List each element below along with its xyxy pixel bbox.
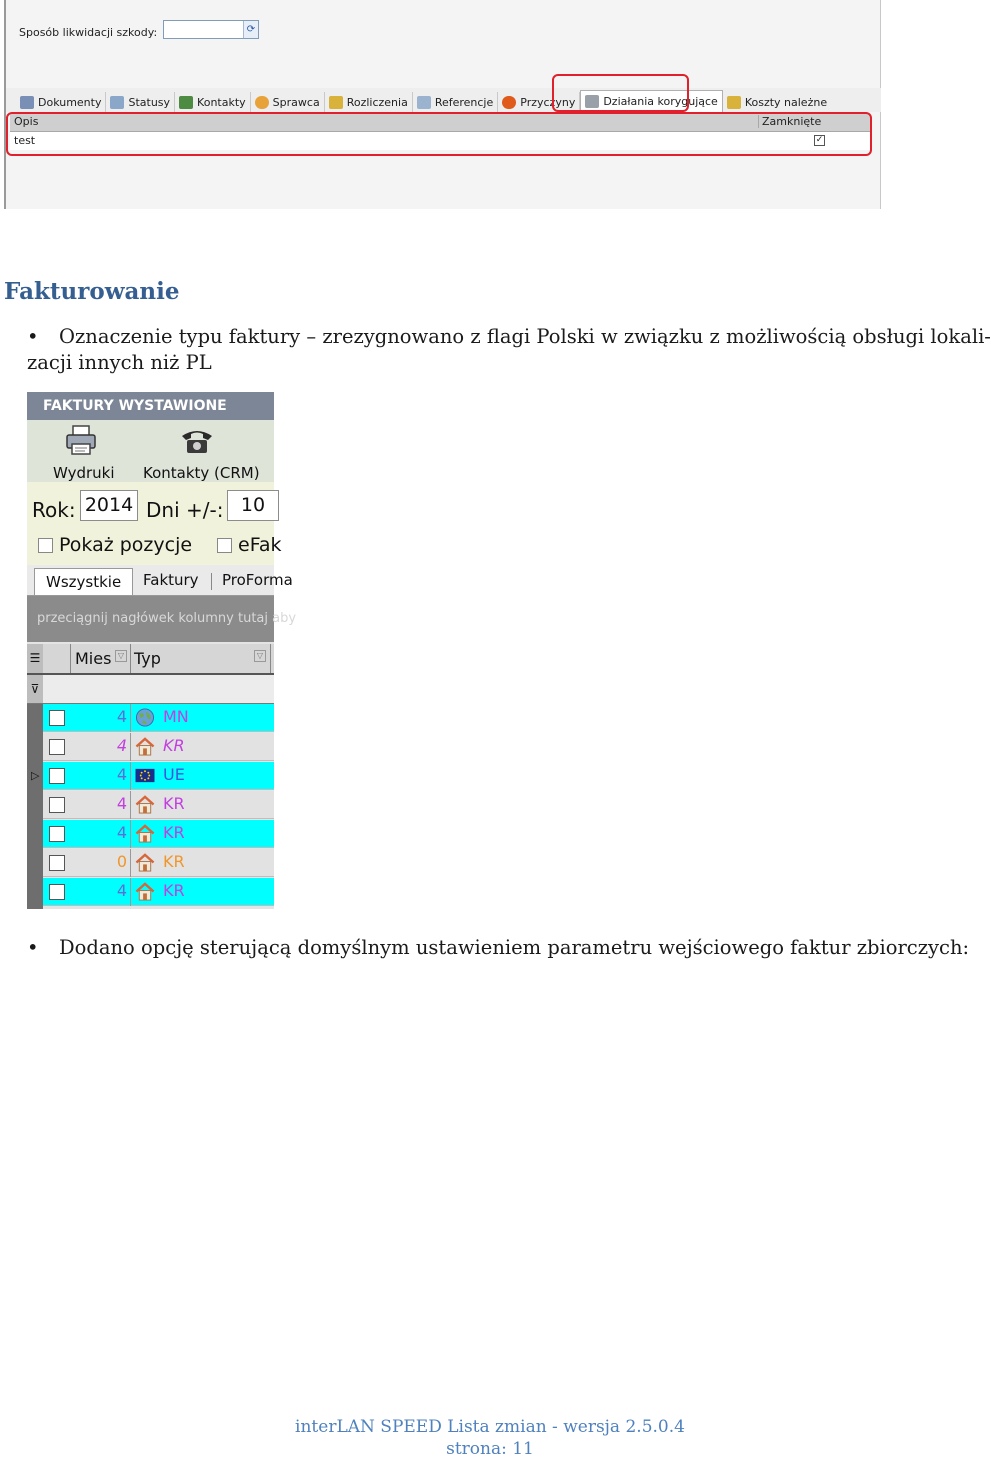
bullet1-line1: Oznaczenie typu faktury – zrezygnowano z flagi Polski w związku z możliwością obsługi lokali- [59, 325, 991, 348]
year-label: Rok: [32, 498, 76, 522]
grid-column-header [27, 644, 274, 675]
tab-dokumenty[interactable]: Dokumenty [16, 92, 106, 112]
tab-proforma[interactable]: ProForma [222, 571, 293, 589]
row-selector-column [27, 704, 43, 909]
row-checkbox[interactable] [49, 768, 65, 784]
crm-contacts-label: Kontakty (CRM) [143, 464, 260, 482]
invoices-title: FAKTURY WYSTAWIONE [27, 392, 274, 420]
col-divider [70, 644, 71, 673]
efak-label: eFak [238, 534, 282, 556]
col-zamkniete-header[interactable]: Zamknięte [758, 115, 821, 128]
tab-statusy[interactable]: Statusy [106, 92, 175, 112]
row-mies: 4 [116, 881, 127, 900]
house-icon [135, 737, 155, 756]
year-input[interactable]: 2014 [80, 490, 138, 521]
print-label: Wydruki [53, 464, 115, 482]
efak-checkbox[interactable] [217, 538, 232, 553]
row-mies: 4 [116, 736, 127, 755]
footer-page-number: strona: 11 [446, 1439, 534, 1459]
bullet-dot-icon: • [27, 325, 39, 348]
show-positions-label: Pokaż pozycje [59, 534, 193, 556]
footer-version: interLAN SPEED Lista zmian - wersja 2.5.0.4 [295, 1417, 685, 1437]
tab-referencje[interactable]: Referencje [413, 92, 498, 112]
filter-dropdown-icon[interactable]: ▽ [115, 650, 127, 662]
table-row[interactable] [43, 791, 274, 819]
col-divider [130, 644, 131, 673]
table-row[interactable] [43, 820, 274, 848]
row-typ: MN [163, 707, 189, 726]
coins-icon [329, 96, 343, 109]
tab-koszty-nalezne[interactable]: Koszty należne [723, 92, 831, 112]
days-input[interactable]: 10 [227, 490, 279, 521]
damage-tabs [6, 88, 881, 112]
invoices-options [27, 482, 282, 572]
group-by-area[interactable]: przeciągnij nagłówek kolumny tutaj aby [27, 596, 274, 642]
house-icon [135, 795, 155, 814]
documents-icon [20, 96, 34, 109]
page-footer [0, 1416, 980, 1460]
section-heading: Fakturowanie [4, 278, 180, 305]
tab-kontakty[interactable]: Kontakty [175, 92, 251, 112]
crm-contacts-button[interactable] [143, 424, 259, 482]
row-checkbox[interactable] [49, 884, 65, 900]
filter-icon[interactable]: ⊽ [27, 675, 43, 703]
tab-faktury[interactable]: Faktury [143, 571, 199, 589]
telephone-icon [179, 426, 215, 456]
table-row[interactable] [43, 849, 274, 877]
row-mies: 4 [116, 707, 127, 726]
coins-icon [727, 96, 741, 109]
bullet1-line2: zacji innych niż PL [27, 351, 212, 374]
contacts-icon [179, 96, 193, 109]
col-opis-header[interactable]: Opis [14, 115, 39, 128]
bullet-dot-icon: • [27, 936, 39, 959]
printer-icon [64, 424, 98, 458]
highlight-frame-tab [552, 74, 689, 112]
row-typ: KR [163, 852, 185, 871]
print-button[interactable] [53, 424, 115, 482]
invoices-toolbar [27, 420, 274, 482]
row-checkbox[interactable] [49, 797, 65, 813]
tab-przyczyny[interactable]: Przyczyny [498, 92, 580, 112]
row-checkbox[interactable] [49, 710, 65, 726]
row-checkbox[interactable] [49, 739, 65, 755]
col-mies-header[interactable]: Mies [75, 649, 112, 668]
damage-method-label: Sposób likwidacji szkody: [19, 26, 158, 39]
house-icon [135, 853, 155, 872]
tab-rozliczenia[interactable]: Rozliczenia [325, 92, 413, 112]
table-row[interactable] [43, 762, 274, 790]
column-chooser-icon[interactable]: ☰ [27, 644, 43, 673]
tab-separator [211, 573, 212, 590]
house-icon [135, 882, 155, 901]
row-typ: KR [163, 881, 185, 900]
bullet2-line1: Dodano opcję sterującą domyślnym ustawieniem parametru wejściowego faktur zbiorczych: [59, 936, 970, 959]
row-typ: KR [163, 794, 185, 813]
col-typ-header[interactable]: Typ [134, 649, 161, 668]
row-mies: 4 [116, 823, 127, 842]
tab-wszystkie[interactable]: Wszystkie [34, 568, 133, 595]
col-divider [270, 644, 271, 673]
table-row[interactable] [43, 704, 274, 732]
invoice-tabs [27, 565, 293, 596]
damage-method-combo[interactable] [163, 20, 259, 39]
row-mies: 4 [116, 765, 127, 784]
row-typ: KR [163, 823, 185, 842]
filter-dropdown-icon[interactable]: ▽ [254, 650, 266, 662]
globe-icon [135, 708, 155, 727]
eu-flag-icon [135, 766, 155, 785]
perpetrator-icon [255, 96, 269, 109]
house-icon [135, 824, 155, 843]
row-typ: KR [163, 736, 185, 755]
screenshot-invoices-window [27, 392, 297, 909]
show-positions-checkbox[interactable] [38, 538, 53, 553]
folder-icon [417, 96, 431, 109]
highlight-frame-grid [6, 112, 872, 156]
row-opis-cell: test [14, 134, 36, 147]
status-icon [110, 96, 124, 109]
screenshot-damage-window [4, 0, 881, 209]
tab-dzialania-korygujace[interactable]: Działania korygujące [580, 90, 722, 112]
tab-sprawca[interactable]: Sprawca [251, 92, 325, 112]
refresh-icon[interactable]: ⟳ [243, 21, 258, 38]
table-row[interactable] [43, 878, 274, 906]
row-checkbox[interactable] [49, 826, 65, 842]
row-typ: UE [163, 765, 185, 784]
row-mies: 0 [116, 852, 127, 871]
warning-icon [502, 96, 516, 109]
current-row-arrow-icon: ▷ [31, 769, 40, 782]
days-label: Dni +/-: [146, 498, 224, 522]
row-checkbox[interactable] [49, 855, 65, 871]
row-zamkniete-checkbox[interactable]: ✓ [815, 135, 824, 145]
grid-filter-row[interactable] [27, 675, 274, 704]
row-mies: 4 [116, 794, 127, 813]
table-row[interactable] [43, 733, 274, 761]
